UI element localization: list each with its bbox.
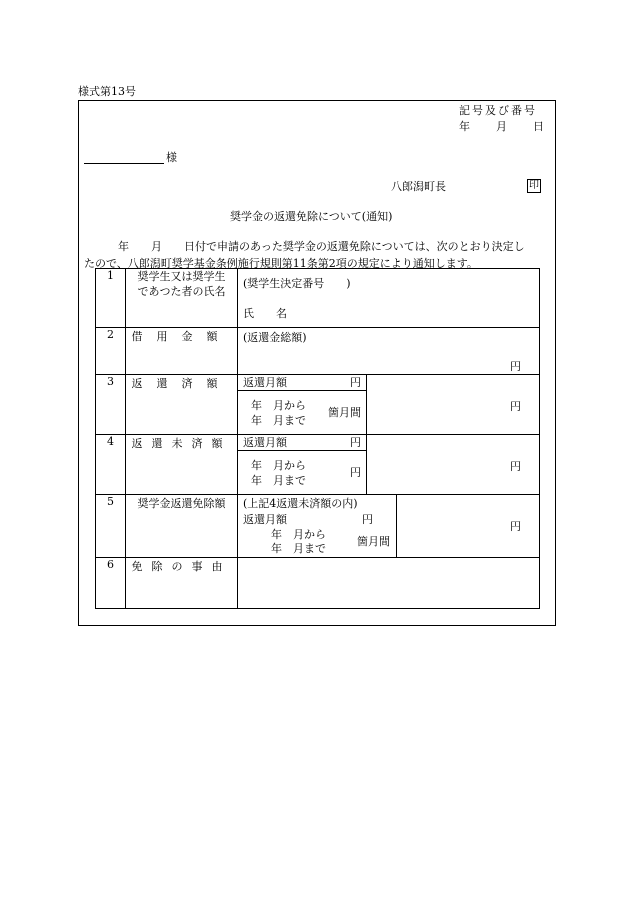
seal-mark: 印: [529, 180, 539, 191]
monthly-yen: 円: [350, 376, 361, 389]
table-row: [96, 269, 540, 328]
sub-divider: [238, 450, 366, 451]
months-count: 円: [350, 466, 361, 479]
body-line-2: たので、八郎潟町奨学基金条例施行規則第11条第2項の規定により通知します。: [84, 257, 478, 270]
row-detail: [238, 558, 540, 609]
period-from: 年 月から: [251, 459, 306, 472]
monthly-label: 返還月額: [243, 376, 287, 389]
date-month: 月: [496, 120, 507, 133]
row-label: 奨学金返還免除額: [126, 495, 238, 558]
date-year: 年: [459, 120, 470, 133]
period-to: 年 月まで: [271, 542, 326, 555]
date-day: 日: [533, 120, 544, 133]
detail-text: (奨学生決定番号 ): [243, 277, 351, 290]
row-detail: [238, 495, 540, 558]
monthly-yen: 円: [350, 436, 361, 449]
yen-unit: 円: [510, 400, 521, 413]
row-detail: [238, 435, 540, 495]
yen-unit: 円: [510, 460, 521, 473]
period-from: 年 月から: [251, 399, 306, 412]
row-label: 借用金額: [126, 328, 238, 375]
details-table: [95, 268, 540, 609]
row-number: 5: [96, 495, 126, 558]
monthly-label: 返還月額: [243, 436, 287, 449]
row-number: 3: [96, 375, 126, 435]
row-detail: [238, 269, 540, 328]
row-number: 6: [96, 558, 126, 609]
detail-text: (返還金総額): [243, 331, 307, 344]
recipient-honorific: 様: [166, 151, 177, 164]
table-row: [96, 435, 540, 495]
row-number: 4: [96, 435, 126, 495]
row-number: 1: [96, 269, 126, 328]
table-row: [96, 375, 540, 435]
sender-name: 八郎潟町長: [391, 180, 446, 193]
document-code-label: 記号及び番号: [459, 104, 537, 117]
document-title: 奨学金の返還免除について(通知): [230, 210, 393, 223]
row-detail: [238, 328, 540, 375]
label-line: であつた者の氏名: [137, 285, 226, 298]
row-label: [126, 269, 238, 328]
months-count: 箇月間: [328, 406, 361, 419]
row-detail: [238, 375, 540, 435]
row-label: 返還未済額: [126, 435, 238, 495]
period-to: 年 月まで: [251, 414, 306, 427]
period-to: 年 月まで: [251, 474, 306, 487]
table-row: [96, 495, 540, 558]
monthly-label: 返還月額: [243, 513, 287, 526]
period-from: 年 月から: [271, 528, 326, 541]
body-line-1: 年 月 日付で申請のあった奨学金の返還免除については、次のとおり決定し: [118, 240, 525, 253]
detail-text: 氏 名: [243, 307, 287, 320]
note-text: (上記4返還未済額の内): [243, 497, 358, 510]
table-row: [96, 328, 540, 375]
yen-unit: 円: [510, 360, 521, 373]
monthly-yen: 円: [362, 513, 373, 526]
form-number: 様式第13号: [78, 85, 136, 98]
yen-unit: 円: [510, 520, 521, 533]
row-number: 2: [96, 328, 126, 375]
label-line: 奨学生又は奨学生: [137, 270, 226, 283]
issue-date: [459, 121, 544, 132]
sub-divider: [238, 390, 366, 391]
row-label: 免除の事由: [126, 558, 238, 609]
months-count: 箇月間: [357, 535, 390, 548]
table-row: [96, 558, 540, 609]
row-label: 返還済額: [126, 375, 238, 435]
recipient-name-line: [84, 163, 164, 164]
